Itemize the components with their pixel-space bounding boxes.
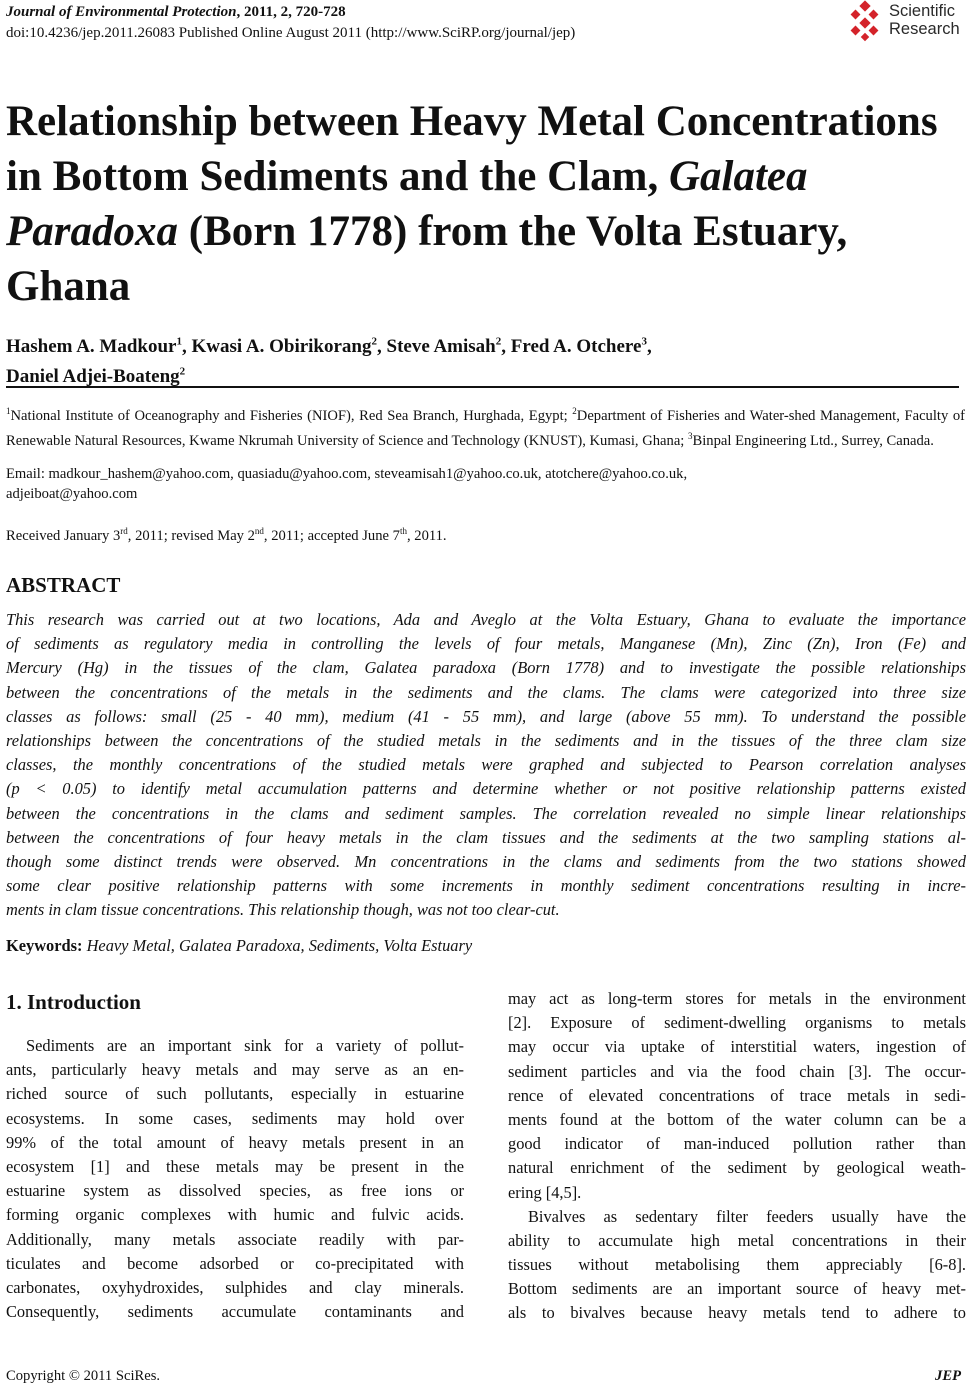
paragraph-line: ecosystems. In some cases, sediments may hold over xyxy=(6,1108,464,1128)
publisher-logo-icon xyxy=(847,0,887,42)
paragraph-line: Bottom sediments are an important source of heavy met- xyxy=(508,1279,966,1299)
abstract-line: some clear positive relationship patterns with some increments in monthly sediment concentrations resulting in incre- xyxy=(6,876,966,896)
author: Fred A. Otchere$^3$ xyxy=(510,336,647,358)
paragraph-line: [2]. Exposure of sediment-dwelling organisms to metals xyxy=(508,1013,966,1033)
title-part-2: (Born 1778) from the Volta Estuary, Ghana xyxy=(6,208,848,310)
abstract-line: classes, the monthly concentrations of the studied metals were graphed and subjected to Pearson correlation analyses xyxy=(6,755,966,775)
abstract-line: though some distinct trends were observed. Mn concentrations in the clams and sediments from the two stations showed xyxy=(6,851,966,871)
section-heading-introduction: 1. Introduction xyxy=(6,990,141,1014)
paragraph-line: Sediments are an important sink for a variety of pollut- xyxy=(26,1036,464,1055)
paragraph-line: ability to accumulate high metal concentrations in their xyxy=(508,1230,966,1250)
abstract-line: (p < 0.05) to identify metal accumulation patterns and determine whether or not positive relationship patterns existed xyxy=(6,779,966,799)
intro-right-column xyxy=(508,987,966,1326)
author: Hashem A. Madkour$^1$ xyxy=(6,336,182,358)
paper-title xyxy=(6,94,964,314)
author: Kwasi A. Obirikorang$^2$ xyxy=(191,336,377,358)
abstract-body xyxy=(6,608,966,922)
doi-line: doi:10.4236/jep.2011.26083 Published Online August 2011 (http://www.SciRP.org/journal/jep) xyxy=(6,25,576,41)
paragraph-line: riched source of such pollutants, especially in estuarine xyxy=(6,1084,464,1104)
paragraph-line: 99% of the total amount of heavy metals present in an xyxy=(6,1132,464,1152)
keywords-list: Heavy Metal, Galatea Paradoxa, Sediments, Volta Estuary xyxy=(86,936,473,955)
paragraph-line: ants, particularly heavy metals and may serve as an en- xyxy=(6,1060,464,1080)
logo-line-2: Research xyxy=(889,20,960,38)
abstract-line: of sediments as regulatory media in controlling the levels of four metals, Manganese (Mn), Zinc (Zn), Iron (Fe) and xyxy=(6,634,966,654)
abstract-line: This research was carried out at two locations, Ada and Aveglo at the Volta Estuary, Ghana to evaluate the importance xyxy=(6,610,966,629)
intro-left-column xyxy=(6,1034,464,1324)
abstract-heading: ABSTRACT xyxy=(6,573,121,597)
journal-name: Journal of Environmental Protection xyxy=(6,4,237,20)
author-emails xyxy=(6,464,965,504)
email-line-1: Email: madkour_hashem@yahoo.com, quasiadu@yahoo.com, steveamisah1@yahoo.co.uk, atotchere@yahoo.co.uk, xyxy=(6,466,688,482)
abstract-line: classes as follows: small (25 - 40 mm), medium (41 - 55 mm), and large (above 55 mm). To understand the possible xyxy=(6,706,966,726)
abstract-line: between the concentrations of the metals in the sediments and the clams. The clams were categorized into three size xyxy=(6,682,966,702)
paragraph-line: estuarine system as dissolved species, as free ions or xyxy=(6,1181,464,1201)
received-dates: Received January 3rd, 2011; revised May 2nd, 2011; accepted June 7th, 2011. xyxy=(6,526,447,544)
paragraph-line: may act as long-term stores for metals in the environment xyxy=(508,989,966,1008)
paragraph-line: forming organic complexes with humic and fulvic acids. xyxy=(6,1205,464,1225)
journal-citation xyxy=(6,4,346,21)
paragraph-line: sediment particles and via the food chain [3]. The occur- xyxy=(508,1061,966,1081)
paragraph-line: ecosystem [1] and these metals may be present in the xyxy=(6,1156,464,1176)
journal-issue: , 2011, 2, 720-728 xyxy=(236,4,346,20)
logo-line-1: Scientific xyxy=(889,2,956,20)
affiliations: $^1$National Institute of Oceanography and Fisheries (NIOF), Red Sea Branch, Hurghada, Egypt; $^2$Department of Fisheries and Water-shed Management, Faculty of Renewable Natural Resources, Kwame Nkrumah University of Science and Technology (KNUST), Kumasi, Ghana; $^3$Binpal Engineering Ltd., Surrey, Canada. xyxy=(6,406,965,449)
publisher-logo-text xyxy=(889,2,960,38)
abstract-line: between the concentrations of four heavy metals in the clam tissues and the sediments at the two sampling stations al- xyxy=(6,827,966,847)
paragraph-line: Bivalves as sedentary filter feeders usually have the xyxy=(528,1206,966,1226)
author: Steve Amisah$^2$ xyxy=(386,336,502,358)
paragraph-line: als to bivalves because heavy metals tend to adhere to xyxy=(508,1303,966,1323)
email-line-2: adjeiboat@yahoo.com xyxy=(6,486,138,502)
title-species-name: Galatea Paradoxa xyxy=(6,153,808,255)
author-list: Hashem A. Madkour$^1$, Kwasi A. Obirikorang$^2$, Steve Amisah$^2$, Fred A. Otchere$^3$, Daniel Adjei-Boateng$^2$ xyxy=(6,336,652,387)
paragraph-line: natural enrichment of the sediment by geological weath- xyxy=(508,1158,966,1178)
paragraph-line: tissues without metabolising them appreciably [6-8]. xyxy=(508,1255,966,1275)
title-part-1: Relationship between Heavy Metal Concentrations in Bottom Sediments and the Clam, xyxy=(6,98,938,200)
footer-journal-abbr: JEP xyxy=(935,1368,961,1384)
abstract-line: relationships between the concentrations of the studied metals in the sediments and in the tissues of the three clam size xyxy=(6,730,966,750)
author: Daniel Adjei-Boateng$^2$ xyxy=(6,365,186,387)
paragraph-line: Additionally, many metals associate readily with par- xyxy=(6,1229,464,1249)
keywords: Keywords: Heavy Metal, Galatea Paradoxa, Sediments, Volta Estuary xyxy=(6,936,473,955)
abstract-line: Mercury (Hg) in the tissues of the clam, Galatea paradoxa (Born 1778) and to investigate the possible relationships xyxy=(6,658,966,678)
paragraph-line: ments found at the bottom of the water column can be a xyxy=(508,1109,966,1129)
abstract-line: between the concentrations in the clams and sediment samples. The correlation revealed no simple linear relationships xyxy=(6,803,966,823)
paragraph-line: Consequently, sediments accumulate contaminants and xyxy=(6,1302,464,1322)
keywords-label: Keywords xyxy=(6,936,78,955)
header-divider xyxy=(6,386,959,388)
paragraph-line: rence of elevated concentrations of trace metals in sedi- xyxy=(508,1085,966,1105)
paragraph-line: carbonates, oxyhydroxides, sulphides and clay minerals. xyxy=(6,1277,464,1297)
paragraph-line: ticulates and become adsorbed or co-precipitated with xyxy=(6,1253,464,1273)
footer-copyright: Copyright © 2011 SciRes. xyxy=(6,1368,161,1384)
paragraph-line: may occur via uptake of interstitial waters, ingestion of xyxy=(508,1037,966,1057)
paragraph-line: good indicator of man-induced pollution rather than xyxy=(508,1134,966,1154)
paragraph-line: ering [4,5]. xyxy=(508,1182,582,1202)
publisher-logo xyxy=(847,0,965,44)
abstract-line: ments in clam tissue concentrations. This relationship though, was not too clear-cut. xyxy=(6,900,560,920)
